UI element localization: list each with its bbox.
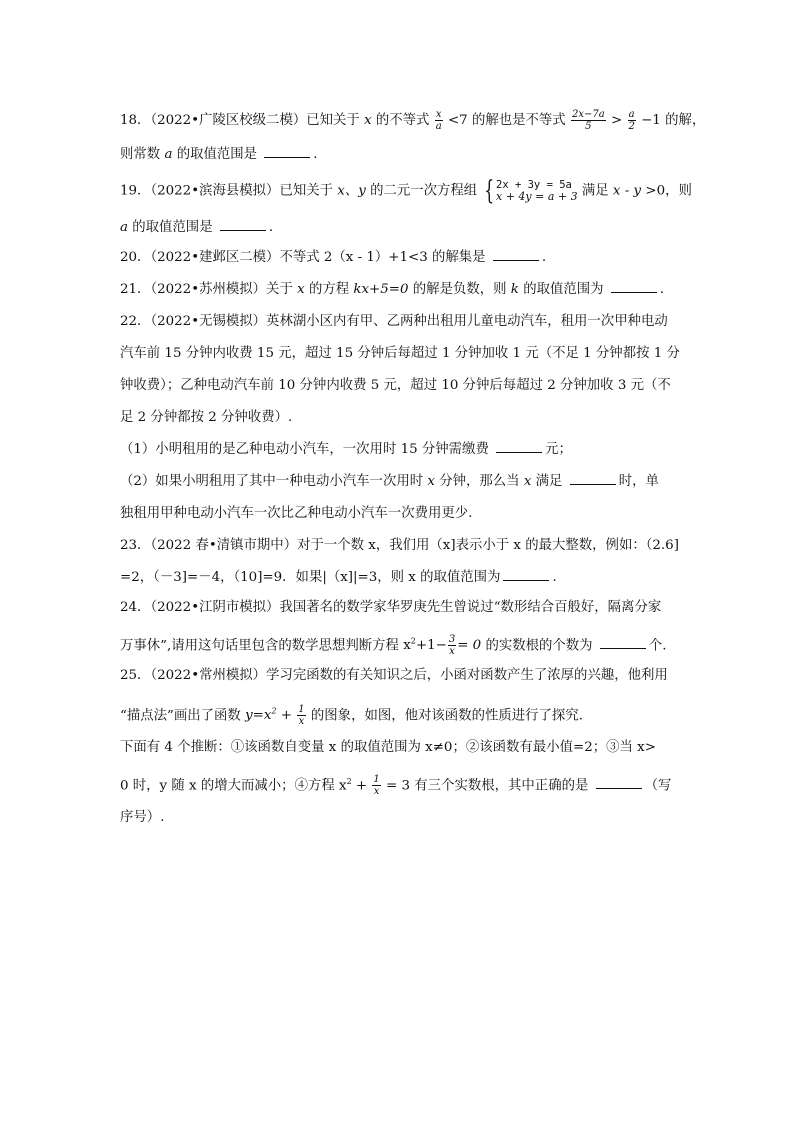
var-x: x <box>364 113 372 128</box>
equation: kx+5=0 <box>353 282 409 297</box>
answer-blank[interactable] <box>493 248 539 261</box>
vars-xy: x、y <box>337 183 366 199</box>
period: . <box>659 282 665 297</box>
q24-text: 的实数根的个数为 <box>485 638 593 654</box>
var-x: x <box>297 282 305 297</box>
equation-system <box>481 176 578 206</box>
q22-line4: 足 2 分钟都按 2 分钟收费）. <box>120 410 293 425</box>
q19-line2 <box>120 218 273 238</box>
brace-icon: { <box>484 176 495 206</box>
q22-text: （1）小明租用的是乙种电动小汽车，一次用时 15 分钟需缴费 <box>120 442 489 457</box>
q20-line <box>120 248 546 268</box>
q24-text: 个. <box>648 638 667 654</box>
q22-line3: 钟收费）；乙种电动汽车前 10 分钟内收费 5 元，超过 10 分钟后每超过 2 分钟加收 3 元（不 <box>120 378 671 393</box>
q21-line <box>120 280 664 300</box>
q22-text: 分钟，那么当 <box>439 474 520 489</box>
var-x: x <box>427 474 435 489</box>
answer-blank[interactable] <box>596 776 642 789</box>
period: . <box>541 250 547 265</box>
equation-2: x + 4y = a + 3 <box>496 190 578 203</box>
superscript: 2 <box>346 777 352 786</box>
q24-text: 万事休”,请用这句话里包含的数学思想判断方程 <box>120 638 399 654</box>
var-k: k <box>510 282 519 297</box>
q23-line1: 23．（2022 春•清镇市期中）对于一个数 x，我们用（x]表示小于 x 的最大整数，例如：（2.6] <box>120 538 679 553</box>
var-a: a <box>164 147 173 162</box>
q22-text: 满足 <box>535 474 563 489</box>
q20-text: 20．（2022•建邺区二模）不等式 2（x - 1）+1<3 的解集是 <box>120 250 486 265</box>
q22-part1 <box>120 440 572 460</box>
q19-text: 满足 <box>581 183 609 199</box>
q25-text: （写 <box>644 778 672 794</box>
answer-blank[interactable] <box>611 280 657 293</box>
period: . <box>552 570 557 585</box>
period: . <box>268 220 274 235</box>
q19-text: 的取值范围是 <box>132 220 213 235</box>
fraction-x-over-a: $\frac{x}{a}$ <box>435 109 442 132</box>
q18-line1 <box>120 109 705 132</box>
answer-blank[interactable] <box>570 472 616 485</box>
answer-blank[interactable] <box>600 636 646 649</box>
condition: x - y <box>612 183 642 199</box>
var-x: x <box>523 474 532 489</box>
q25-line3: 下面有 4 个推断：①该函数自变量 x 的取值范围为 x≠0；②该函数有最小值=2；③当 x> <box>120 740 656 755</box>
fraction-2x-7a-over-5: $\frac{2x-7a}{5}$ <box>571 109 605 132</box>
q25-line4 <box>120 772 671 797</box>
q22-text: （2）如果小明租用了其中一种电动小汽车一次用时 <box>120 474 424 489</box>
q25-function: $y=x^2$ + $\frac{1}{x}$ <box>245 704 305 728</box>
q18-text: <7 的解也是不等式 <box>447 113 566 128</box>
q21-text: 的方程 <box>308 282 350 297</box>
q24-line2 <box>120 632 667 657</box>
q23-text: =2，（－3]=－4，（10]=9．如果|（x]|=3，则 x 的取值范围为 <box>120 570 501 585</box>
fraction-1-over-x: $\frac{1}{x}$ <box>373 774 380 798</box>
equation-1: 2x + 3y = 5a <box>496 179 572 191</box>
q21-text: 21．（2022•苏州模拟）关于 <box>120 282 293 297</box>
q25-line2 <box>120 702 583 727</box>
answer-blank[interactable] <box>496 440 542 453</box>
answer-blank[interactable] <box>264 145 310 158</box>
q22-text: 时，单 <box>618 474 659 489</box>
q18-text: 18．（2022•广陵区校级二模）已知关于 <box>120 113 360 128</box>
q22-line1: 22．（2022•无锡模拟）英林湖小区内有甲、乙两种出租用儿童电动汽车，租用一次甲种电动 <box>120 314 668 329</box>
q18-text: 的不等式 <box>375 113 430 128</box>
period: . <box>313 147 318 162</box>
answer-blank[interactable] <box>220 218 266 231</box>
var-a: a <box>120 220 128 235</box>
q19-text: 19．（2022•滨海县模拟）已知关于 <box>120 183 334 199</box>
q18-text: −1 的解， <box>641 113 706 128</box>
q24-equation: $x^2+1-$ $\frac{3}{x}$ = 0 <box>403 634 482 658</box>
q25-line5: 序号）. <box>120 810 165 825</box>
q18-text: 的取值范围是 <box>176 147 258 162</box>
q25-text: 0 时，y 随 x 的增大而减小；④方程 x <box>120 778 347 794</box>
q22-text: 元； <box>545 442 572 457</box>
q18-line2 <box>120 145 318 165</box>
greater-than: > <box>610 113 623 128</box>
plus: + <box>351 778 372 794</box>
q22-part2-line2: 独租用甲种电动小汽车一次比乙种电动小汽车一次费用更少. <box>120 506 473 521</box>
q19-text: 的二元一次方程组 <box>370 183 478 199</box>
q21-text: 的取值范围为 <box>523 282 604 297</box>
q21-text: 的解是负数，则 <box>412 282 507 297</box>
q19-text: >0，则 <box>645 183 692 199</box>
q24-line1: 24．（2022•江阴市模拟）我国著名的数学家华罗庚先生曾说过“数形结合百般好，隔离分家 <box>120 600 662 615</box>
q25-text: = 3 有三个实数根，其中正确的是 <box>386 778 589 794</box>
fraction-a-over-2: $\frac{a}{2}$ <box>628 109 635 132</box>
q18-text: 则常数 <box>120 147 161 162</box>
q23-line2 <box>120 568 557 588</box>
q19-line1 <box>120 176 692 206</box>
q22-line2: 汽车前 15 分钟内收费 15 元，超过 15 分钟后每超过 1 分钟加收 1 元（不足 1 分钟都按 1 分 <box>120 346 680 361</box>
answer-blank[interactable] <box>503 568 549 581</box>
q25-text: “描点法”画出了函数 <box>120 708 241 724</box>
q25-text: 的图象，如图，他对该函数的性质进行了探究. <box>310 708 583 724</box>
q25-line1: 25．（2022•常州模拟）学习完函数的有关知识之后，小函对函数产生了浓厚的兴趣，他利用 <box>120 668 668 683</box>
q22-part2 <box>120 472 659 492</box>
